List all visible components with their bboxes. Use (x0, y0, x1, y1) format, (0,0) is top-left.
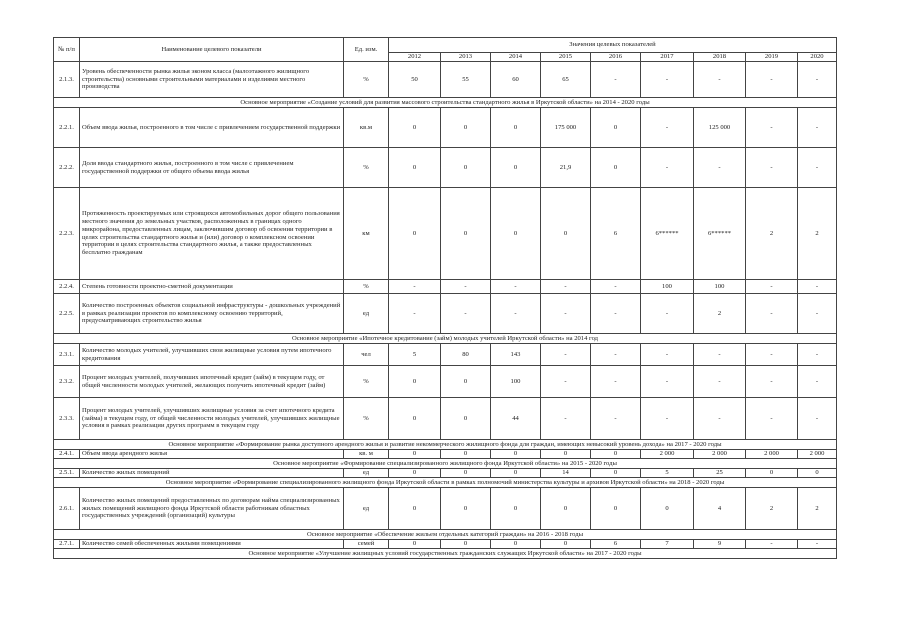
section-header-row (54, 440, 837, 450)
row-number: 2.3.3. (54, 398, 80, 440)
row-number: 2.3.2. (54, 366, 80, 398)
header-year: 2018 (694, 53, 746, 62)
indicator-name: Количество жилых помещений предоставленных по договорам найма специализированных жилых помещений жилищного фонда Иркутской области работникам областных государственных учреждений (организаций) культуры (80, 488, 344, 530)
value-cell: 60 (491, 62, 541, 98)
value-cell: 0 (441, 398, 491, 440)
value-cell: 0 (441, 450, 491, 459)
value-cell: 0 (441, 469, 491, 478)
row-number: 2.3.1. (54, 344, 80, 366)
value-cell: 65 (541, 62, 591, 98)
value-cell: 0 (441, 148, 491, 188)
value-cell: 0 (541, 450, 591, 459)
table-row (54, 280, 837, 294)
table-row (54, 344, 837, 366)
value-cell: - (541, 294, 591, 334)
value-cell: - (491, 280, 541, 294)
value-cell: 2 (746, 188, 798, 280)
value-cell: - (641, 366, 694, 398)
value-cell: - (798, 366, 837, 398)
value-cell: 2 (746, 488, 798, 530)
row-number: 2.2.2. (54, 148, 80, 188)
table-row (54, 188, 837, 280)
row-number: 2.4.1. (54, 450, 80, 459)
table-row (54, 469, 837, 478)
unit-cell: км (344, 188, 389, 280)
value-cell: 2 000 (694, 450, 746, 459)
value-cell: 2 (798, 188, 837, 280)
row-number: 2.1.3. (54, 62, 80, 98)
value-cell: 2 000 (641, 450, 694, 459)
row-number: 2.2.5. (54, 294, 80, 334)
value-cell: - (746, 148, 798, 188)
value-cell: - (746, 366, 798, 398)
value-cell: 0 (389, 469, 441, 478)
value-cell: 0 (441, 188, 491, 280)
section-header-row (54, 530, 837, 540)
unit-cell: ед (344, 488, 389, 530)
value-cell: 100 (491, 366, 541, 398)
table-row (54, 450, 837, 459)
value-cell: 0 (491, 148, 541, 188)
value-cell: - (641, 398, 694, 440)
value-cell: 0 (441, 366, 491, 398)
section-header-row (54, 478, 837, 488)
value-cell: - (746, 294, 798, 334)
value-cell: 0 (491, 469, 541, 478)
section-title: Основное мероприятие «Ипотечное кредитование (займ) молодых учителей Иркутской области» на 2014 год (54, 334, 837, 344)
section-header-row (54, 549, 837, 559)
value-cell: 100 (641, 280, 694, 294)
table-row (54, 398, 837, 440)
unit-cell: % (344, 398, 389, 440)
header-values-group: Значения целевых показателей (389, 38, 837, 53)
value-cell: 44 (491, 398, 541, 440)
indicator-name: Объем ввода жилья, построенного в том числе с привлечением государственной поддержки (80, 108, 344, 148)
value-cell: - (591, 280, 641, 294)
value-cell: - (541, 344, 591, 366)
value-cell: - (389, 280, 441, 294)
value-cell: - (798, 62, 837, 98)
indicator-name: Уровень обеспеченности рынка жилья эконом класса (малоэтажного жилищного строительства) основными строительными материалами и изделиями местного производства (80, 62, 344, 98)
value-cell: 100 (694, 280, 746, 294)
unit-cell: ед (344, 469, 389, 478)
value-cell: - (798, 280, 837, 294)
header-indicator-name: Наименование целевого показатели (80, 38, 344, 62)
value-cell: 175 000 (541, 108, 591, 148)
value-cell: 0 (491, 108, 541, 148)
value-cell: 2 (798, 488, 837, 530)
target-indicators-table (53, 37, 837, 559)
unit-cell: % (344, 62, 389, 98)
value-cell: 7 (641, 540, 694, 549)
section-header-row (54, 98, 837, 108)
indicator-name: Количество молодых учителей, улучшивших свои жилищные условия путем ипотечного кредитования (80, 344, 344, 366)
value-cell: 0 (389, 540, 441, 549)
unit-cell: ед (344, 294, 389, 334)
table-row (54, 148, 837, 188)
table-row (54, 488, 837, 530)
value-cell: 0 (541, 488, 591, 530)
value-cell: 21,9 (541, 148, 591, 188)
value-cell: - (746, 540, 798, 549)
value-cell: 5 (389, 344, 441, 366)
header-year: 2014 (491, 53, 541, 62)
unit-cell: % (344, 280, 389, 294)
indicator-name: Степень готовности проектно-сметной документации (80, 280, 344, 294)
value-cell: - (641, 148, 694, 188)
row-number: 2.2.4. (54, 280, 80, 294)
value-cell: 6****** (641, 188, 694, 280)
value-cell: - (641, 344, 694, 366)
table-row (54, 366, 837, 398)
header-year: 2012 (389, 53, 441, 62)
value-cell: 0 (389, 488, 441, 530)
table-row (54, 62, 837, 98)
value-cell: - (746, 344, 798, 366)
value-cell: 0 (746, 469, 798, 478)
section-title: Основное мероприятие «Обеспечение жильем отдельных категорий граждан» на 2016 - 2018 годы (54, 530, 837, 540)
value-cell: 0 (389, 108, 441, 148)
value-cell: 5 (641, 469, 694, 478)
value-cell: - (641, 294, 694, 334)
value-cell: 50 (389, 62, 441, 98)
value-cell: - (694, 148, 746, 188)
value-cell: - (798, 108, 837, 148)
value-cell: 0 (591, 450, 641, 459)
section-title: Основное мероприятие «Улучшение жилищных условий государственных гражданских служащих Иркутской области» на 2017 - 2020 годы (54, 549, 837, 559)
indicator-name: Процент молодых учителей, получивших ипотечный кредит (займ) в текущем году, от общей численности молодых учителей, желающих получить ипотечный кредит (займ) (80, 366, 344, 398)
indicator-name: Процент молодых учителей, улучшивших жилищные условия за счет ипотечного кредита (займа) в текущем году, от общей численности молодых учителей, улучшивших жилищные условия в рамках реализации других программ в текущем году (80, 398, 344, 440)
indicator-name: Количество семей обеспеченных жилыми помещениями (80, 540, 344, 549)
header-year: 2019 (746, 53, 798, 62)
value-cell: 80 (441, 344, 491, 366)
value-cell: - (641, 108, 694, 148)
value-cell: - (694, 344, 746, 366)
header-unit: Ед. изм. (344, 38, 389, 62)
value-cell: 6 (591, 540, 641, 549)
value-cell: 0 (591, 108, 641, 148)
value-cell: 9 (694, 540, 746, 549)
indicator-name: Протяженность проектируемых или строящихся автомобильных дорог общего пользования местного значения до земельных участков, расположенных в границах одного микрорайона, предоставленных лицам, заключившим договор об освоении территории в целях строительства стандартного жилья и (или) договор о комплексном освоении территории в целях строительства стандартного жилья, а также предоставленных бесплатно гражданам (80, 188, 344, 280)
value-cell: 2 000 (798, 450, 837, 459)
value-cell: - (746, 108, 798, 148)
value-cell: 0 (389, 366, 441, 398)
indicator-name: Доля ввода стандартного жилья, построенного в том числе с привлечением государственной поддержки от общего объема ввода жилья (80, 148, 344, 188)
value-cell: - (641, 62, 694, 98)
value-cell: 2 (694, 294, 746, 334)
value-cell: - (491, 294, 541, 334)
table-row (54, 108, 837, 148)
value-cell: 6****** (694, 188, 746, 280)
section-header-row (54, 459, 837, 469)
value-cell: - (694, 398, 746, 440)
value-cell: - (591, 398, 641, 440)
indicator-name: Количество построенных объектов социальной инфраструктуры - дошкольных учреждений в рамках реализации проектов по комплексному освоению территорий, предусматривающих строительство жилья (80, 294, 344, 334)
unit-cell: кв.м (344, 108, 389, 148)
value-cell: 0 (389, 450, 441, 459)
value-cell: - (541, 280, 591, 294)
value-cell: - (591, 366, 641, 398)
value-cell: 6 (591, 188, 641, 280)
value-cell: 0 (798, 469, 837, 478)
unit-cell: семей (344, 540, 389, 549)
value-cell: 0 (591, 148, 641, 188)
value-cell: 0 (389, 148, 441, 188)
value-cell: 125 000 (694, 108, 746, 148)
value-cell: 0 (491, 540, 541, 549)
value-cell: 55 (441, 62, 491, 98)
value-cell: 0 (541, 188, 591, 280)
indicator-name: Объем ввода арендного жилья (80, 450, 344, 459)
value-cell: - (591, 294, 641, 334)
value-cell: - (798, 398, 837, 440)
value-cell: 4 (694, 488, 746, 530)
value-cell: - (798, 344, 837, 366)
section-title: Основное мероприятие «Создание условий для развития массового строительства стандартного жилья в Иркутской области» на 2014 - 2020 годы (54, 98, 837, 108)
table-row (54, 540, 837, 549)
section-title: Основное мероприятие «Формирование рынка доступного арендного жилья и развитие некоммерческого жилищного фонда для граждан, имеющих невысокий уровень дохода» на 2017 - 2020 годы (54, 440, 837, 450)
value-cell: 0 (491, 488, 541, 530)
value-cell: - (389, 294, 441, 334)
value-cell: - (541, 398, 591, 440)
value-cell: 0 (591, 488, 641, 530)
value-cell: - (746, 398, 798, 440)
row-number: 2.5.1. (54, 469, 80, 478)
value-cell: - (746, 280, 798, 294)
header-year: 2017 (641, 53, 694, 62)
header-year: 2013 (441, 53, 491, 62)
value-cell: - (798, 148, 837, 188)
section-title: Основное мероприятие «Формирование специализированного жилищного фонда Иркутской области» на 2015 - 2020 годы (54, 459, 837, 469)
section-title: Основное мероприятие «Формирование специализированного жилищного фонда Иркутской области в рамках полномочий министерства культуры и архивов Иркутской области» на 2018 - 2020 годы (54, 478, 837, 488)
value-cell: - (441, 294, 491, 334)
header-num: № п/п (54, 38, 80, 62)
value-cell: - (746, 62, 798, 98)
value-cell: - (591, 62, 641, 98)
row-number: 2.7.1. (54, 540, 80, 549)
value-cell: - (694, 62, 746, 98)
value-cell: - (798, 294, 837, 334)
indicator-table-sheet (53, 37, 836, 559)
value-cell: - (694, 366, 746, 398)
value-cell: 0 (441, 108, 491, 148)
row-number: 2.6.1. (54, 488, 80, 530)
value-cell: 0 (441, 540, 491, 549)
unit-cell: % (344, 366, 389, 398)
header-year: 2016 (591, 53, 641, 62)
row-number: 2.2.3. (54, 188, 80, 280)
value-cell: - (441, 280, 491, 294)
value-cell: 0 (541, 540, 591, 549)
header-year: 2015 (541, 53, 591, 62)
value-cell: 0 (641, 488, 694, 530)
value-cell: 0 (491, 188, 541, 280)
header-year: 2020 (798, 53, 837, 62)
value-cell: 0 (441, 488, 491, 530)
value-cell: 143 (491, 344, 541, 366)
unit-cell: чел (344, 344, 389, 366)
value-cell: - (541, 366, 591, 398)
value-cell: - (591, 344, 641, 366)
value-cell: 2 000 (746, 450, 798, 459)
value-cell: 25 (694, 469, 746, 478)
table-row (54, 294, 837, 334)
row-number: 2.2.1. (54, 108, 80, 148)
value-cell: 0 (491, 450, 541, 459)
value-cell: 0 (591, 469, 641, 478)
unit-cell: % (344, 148, 389, 188)
indicator-name: Количество жилых помещений (80, 469, 344, 478)
value-cell: - (798, 540, 837, 549)
value-cell: 0 (389, 188, 441, 280)
value-cell: 0 (389, 398, 441, 440)
unit-cell: кв. м (344, 450, 389, 459)
value-cell: 14 (541, 469, 591, 478)
section-header-row (54, 334, 837, 344)
